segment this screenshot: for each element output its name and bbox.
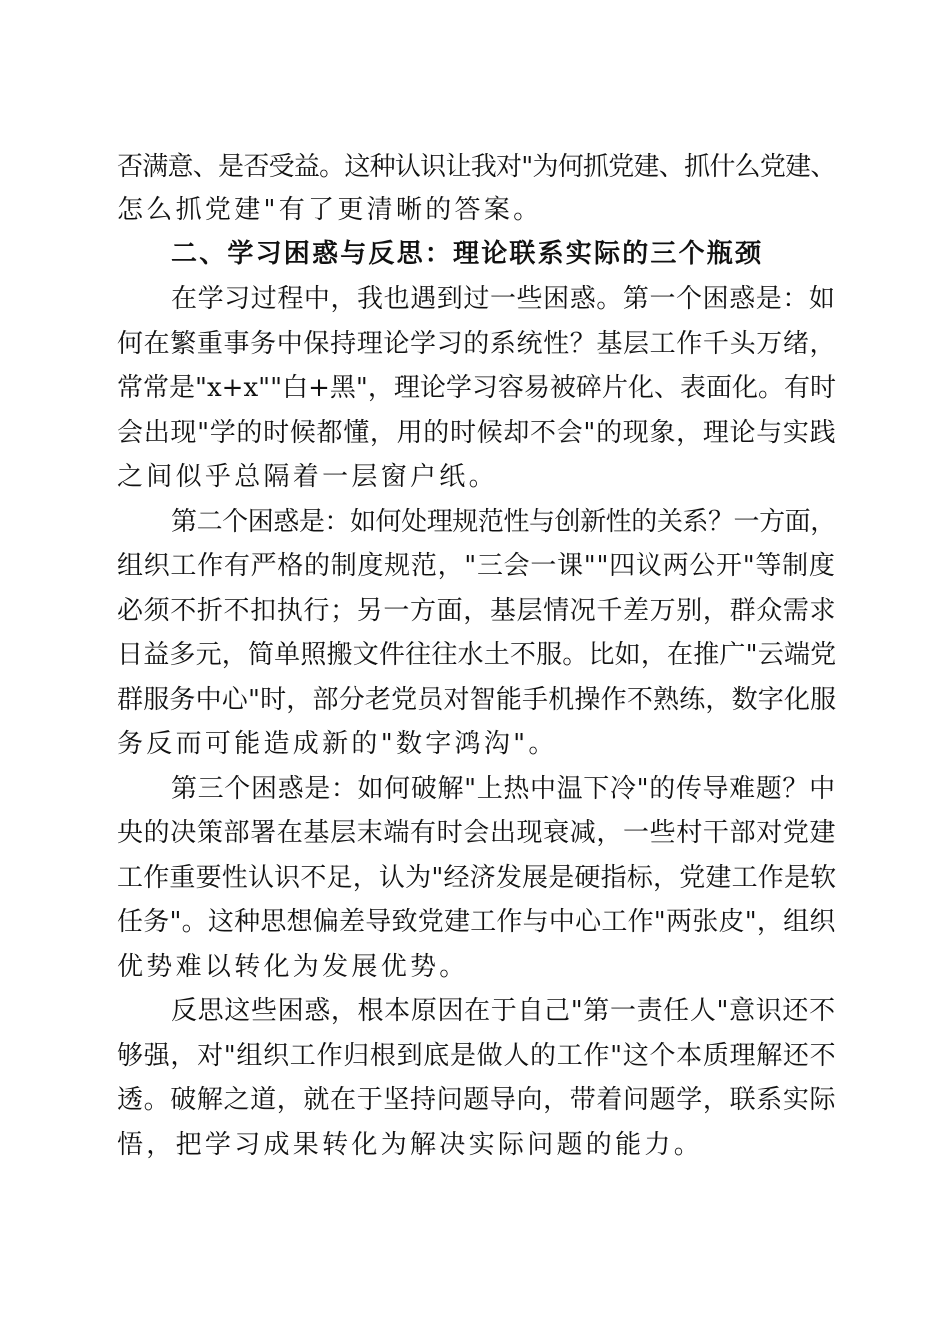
body-text-line: 第三个困惑是：如何破解"上热中温下冷"的传导难题？中 xyxy=(171,774,836,804)
body-text-line: 第二个困惑是：如何处理规范性与创新性的关系？一方面， xyxy=(171,507,836,537)
body-text-line: 悟，把学习成果转化为解决实际问题的能力。 xyxy=(117,1130,704,1160)
body-text-line: 反思这些困惑，根本原因在于自己"第一责任人"意识还不 xyxy=(171,996,836,1026)
body-text-line: 组织工作有严格的制度规范，"三会一课""四议两公开"等制度 xyxy=(117,551,836,581)
body-text-line: 透。破解之道，就在于坚持问题导向，带着问题学，联系实际 xyxy=(117,1085,837,1115)
body-text-line: 会出现"学的时候都懂，用的时候却不会"的现象，理论与实践 xyxy=(117,418,837,448)
body-text-line: 否满意、是否受益。这种认识让我对"为何抓党建、抓什么党建、 xyxy=(117,152,836,182)
body-text-line: 工作重要性认识不足，认为"经济发展是硬指标，党建工作是软 xyxy=(117,863,837,893)
body-text-line: 优势难以转化为发展优势。 xyxy=(117,952,469,982)
section-heading: 二、学习困惑与反思：理论联系实际的三个瓶颈 xyxy=(171,239,764,269)
body-text-line: 务反而可能造成新的"数字鸿沟"。 xyxy=(117,729,558,759)
body-text-line: 任务"。这种思想偏差导致党建工作与中心工作"两张皮"，组织 xyxy=(117,907,836,937)
body-text-line: 群服务中心"时，部分老党员对智能手机操作不熟练，数字化服 xyxy=(117,685,837,715)
body-text-line: 怎么抓党建"有了更清晰的答案。 xyxy=(117,195,543,225)
body-text-line: 常常是"x+x""白+黑"，理论学习容易被碎片化、表面化。有时 xyxy=(117,373,837,403)
body-text-line: 何在繁重事务中保持理论学习的系统性？基层工作千头万绪， xyxy=(117,329,837,359)
body-text-line: 日益多元，简单照搬文件往往水土不服。比如，在推广"云端党 xyxy=(117,640,837,670)
body-text-line: 必须不折不扣执行；另一方面，基层情况千差万别，群众需求 xyxy=(117,596,837,626)
body-text-line: 够强，对"组织工作归根到底是做人的工作"这个本质理解还不 xyxy=(117,1041,837,1071)
body-text-line: 央的决策部署在基层末端有时会出现衰减，一些村干部对党建 xyxy=(117,818,837,848)
body-text-line: 之间似乎总隔着一层窗户纸。 xyxy=(117,462,498,492)
body-text-line: 在学习过程中，我也遇到过一些困惑。第一个困惑是：如 xyxy=(171,284,836,314)
